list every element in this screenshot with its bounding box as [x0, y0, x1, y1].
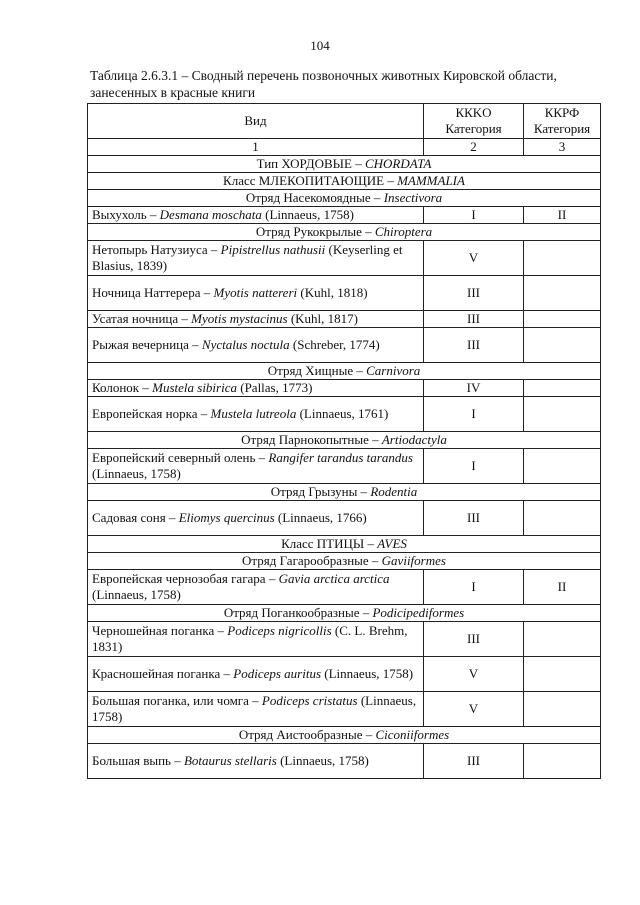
- species-name-latin: Mustela sibirica: [152, 380, 237, 395]
- species-name-ru: Садовая соня –: [92, 510, 179, 525]
- kkko-category-cell: I: [424, 207, 524, 224]
- kkrf-category-cell: [524, 241, 601, 276]
- taxon-group-row: [88, 432, 601, 449]
- species-name-cell: [88, 241, 424, 276]
- taxon-group-row: [88, 553, 601, 570]
- kkko-category-cell: I: [424, 397, 524, 432]
- species-author: (Keyserling et Blasius, 1839): [92, 242, 403, 273]
- taxon-group-label: [88, 156, 601, 173]
- species-row: [88, 570, 601, 605]
- table-body: [88, 156, 601, 779]
- species-table: [87, 103, 601, 779]
- header-kkko-category: ККKО Категория: [424, 104, 524, 139]
- species-name-latin: Myotis nattereri: [213, 285, 298, 300]
- taxon-group-latin: Ciconiiformes: [375, 727, 450, 742]
- species-row: [88, 380, 601, 397]
- species-row: [88, 501, 601, 536]
- kkrf-category-cell: [524, 276, 601, 311]
- species-name-ru: Европейская норка –: [92, 406, 211, 421]
- taxon-group-ru: Отряд Парнокопытные –: [241, 432, 382, 447]
- species-author: (Kuhl, 1818): [297, 285, 368, 300]
- taxon-group-label: [88, 484, 601, 501]
- taxon-group-label: [88, 432, 601, 449]
- species-name-cell: [88, 328, 424, 363]
- species-row: [88, 241, 601, 276]
- kkko-category-cell: V: [424, 657, 524, 692]
- kkrf-category-cell: II: [524, 207, 601, 224]
- taxon-group-latin: AVES: [377, 536, 407, 551]
- kkko-category-cell: III: [424, 744, 524, 779]
- species-name-ru: Колонок –: [92, 380, 153, 395]
- species-name-ru: Выхухоль –: [92, 207, 160, 222]
- species-name-latin: Gavia arctica arctica: [278, 571, 390, 586]
- kkrf-category-cell: [524, 692, 601, 727]
- species-row: [88, 397, 601, 432]
- taxon-group-ru: Отряд Рукокрылые –: [255, 224, 375, 239]
- kkrf-category-cell: [524, 744, 601, 779]
- column-number: 1: [88, 139, 424, 156]
- taxon-group-ru: Отряд Насекомоядные –: [245, 190, 384, 205]
- species-name-latin: Podiceps nigricollis: [227, 623, 332, 638]
- column-number: 2: [424, 139, 524, 156]
- species-name-latin: Myotis mystacinus: [191, 311, 288, 326]
- species-name-cell: [88, 276, 424, 311]
- species-author: (Schreber, 1774): [289, 337, 380, 352]
- taxon-group-latin: Podicipediformes: [372, 605, 465, 620]
- taxon-group-row: [88, 173, 601, 190]
- kkrf-category-cell: [524, 380, 601, 397]
- species-author: (Linnaeus, 1758): [92, 466, 181, 481]
- taxon-group-row: [88, 536, 601, 553]
- species-name-latin: Pipistrellus nathusii: [220, 242, 326, 257]
- kkko-category-cell: V: [424, 692, 524, 727]
- species-author: (Linnaeus, 1761): [296, 406, 389, 421]
- species-row: [88, 622, 601, 657]
- species-name-cell: [88, 501, 424, 536]
- species-row: [88, 449, 601, 484]
- species-name-latin: Desmana moschata: [159, 207, 262, 222]
- taxon-group-ru: Отряд Гагарообразные –: [242, 553, 382, 568]
- species-row: [88, 692, 601, 727]
- kkko-category-cell: III: [424, 276, 524, 311]
- taxon-group-latin: MAMMALIA: [397, 173, 465, 188]
- species-name-latin: Podiceps auritus: [233, 666, 322, 681]
- kkrf-category-cell: II: [524, 570, 601, 605]
- table-caption: Таблица 2.6.3.1 – Сводный перечень позвоночных животных Кировской области, занесенных в красные книги: [90, 68, 557, 100]
- taxon-group-label: [88, 605, 601, 622]
- taxon-group-latin: Chiroptera: [374, 224, 433, 239]
- species-author: (Kuhl, 1817): [287, 311, 358, 326]
- page-number: 104: [310, 38, 330, 53]
- taxon-group-ru: Тип ХОРДОВЫЕ –: [256, 156, 365, 171]
- kkrf-category-cell: [524, 328, 601, 363]
- kkko-category-cell: III: [424, 501, 524, 536]
- kkko-category-cell: I: [424, 449, 524, 484]
- taxon-group-label: [88, 173, 601, 190]
- taxon-group-ru: Отряд Поганкообразные –: [223, 605, 373, 620]
- kkko-category-cell: V: [424, 241, 524, 276]
- species-name-cell: [88, 622, 424, 657]
- species-row: [88, 207, 601, 224]
- species-row: [88, 657, 601, 692]
- taxon-group-row: [88, 484, 601, 501]
- kkrf-category-cell: [524, 397, 601, 432]
- species-name-cell: [88, 380, 424, 397]
- kkrf-category-cell: [524, 311, 601, 328]
- taxon-group-latin: Rodentia: [370, 484, 418, 499]
- taxon-group-latin: Artiodactyla: [381, 432, 447, 447]
- species-row: [88, 311, 601, 328]
- taxon-group-row: [88, 727, 601, 744]
- species-name-cell: [88, 692, 424, 727]
- species-name-ru: Ночница Наттерера –: [92, 285, 214, 300]
- species-author: (Linnaeus, 1758): [92, 693, 417, 724]
- species-name-cell: [88, 397, 424, 432]
- species-name-ru: Красношейная поганка –: [92, 666, 234, 681]
- species-author: (Linnaeus, 1758): [276, 753, 369, 768]
- species-name-cell: [88, 744, 424, 779]
- taxon-group-latin: Insectivora: [383, 190, 443, 205]
- species-name-cell: [88, 570, 424, 605]
- species-name-latin: Podiceps cristatus: [261, 693, 358, 708]
- kkrf-category-cell: [524, 622, 601, 657]
- kkko-category-cell: I: [424, 570, 524, 605]
- taxon-group-ru: Класс МЛЕКОПИТАЮЩИЕ –: [223, 173, 398, 188]
- taxon-group-label: [88, 190, 601, 207]
- taxon-group-ru: Отряд Хищные –: [267, 363, 367, 378]
- species-name-ru: Черношейная поганка –: [92, 623, 228, 638]
- header-kkrf-category: ККРФ Категория: [524, 104, 601, 139]
- species-name-latin: Eliomys quercinus: [178, 510, 275, 525]
- kkrf-category-cell: [524, 501, 601, 536]
- species-name-ru: Усатая ночница –: [92, 311, 192, 326]
- column-number: 3: [524, 139, 601, 156]
- taxon-group-ru: Класс ПТИЦЫ –: [281, 536, 378, 551]
- taxon-group-row: [88, 224, 601, 241]
- species-row: [88, 276, 601, 311]
- kkko-category-cell: III: [424, 328, 524, 363]
- species-name-ru: Рыжая вечерница –: [92, 337, 202, 352]
- species-author: (C. L. Brehm, 1831): [92, 623, 408, 654]
- kkrf-category-cell: [524, 657, 601, 692]
- table-header-row: [88, 104, 601, 139]
- species-author: (Pallas, 1773): [236, 380, 313, 395]
- kkko-category-cell: III: [424, 311, 524, 328]
- taxon-group-latin: Carnivora: [366, 363, 421, 378]
- species-author: (Linnaeus, 1758): [321, 666, 414, 681]
- taxon-group-row: [88, 156, 601, 173]
- species-row: [88, 328, 601, 363]
- species-name-latin: Mustela lutreola: [210, 406, 297, 421]
- header-species: Вид: [88, 104, 424, 139]
- taxon-group-label: [88, 224, 601, 241]
- species-name-cell: [88, 449, 424, 484]
- kkrf-category-cell: [524, 449, 601, 484]
- species-name-ru: Европейский северный олень –: [92, 450, 269, 465]
- taxon-group-row: [88, 363, 601, 380]
- species-name-cell: [88, 311, 424, 328]
- species-name-cell: [88, 657, 424, 692]
- species-author: (Linnaeus, 1758): [261, 207, 354, 222]
- taxon-group-row: [88, 605, 601, 622]
- species-name-ru: Нетопырь Натузиуса –: [92, 242, 221, 257]
- species-author: (Linnaeus, 1766): [274, 510, 367, 525]
- species-author: (Linnaeus, 1758): [92, 587, 181, 602]
- species-name-ru: Европейская чернозобая гагара –: [92, 571, 279, 586]
- species-name-cell: [88, 207, 424, 224]
- species-name-latin: Botaurus stellaris: [183, 753, 277, 768]
- taxon-group-label: [88, 363, 601, 380]
- taxon-group-ru: Отряд Аистообразные –: [238, 727, 376, 742]
- species-name-latin: Rangifer tarandus tarandus: [268, 450, 413, 465]
- column-number-row: [88, 139, 601, 156]
- species-name-latin: Nyctalus noctula: [201, 337, 290, 352]
- taxon-group-label: [88, 727, 601, 744]
- taxon-group-latin: Gaviiformes: [381, 553, 446, 568]
- taxon-group-latin: CHORDATA: [364, 156, 432, 171]
- taxon-group-row: [88, 190, 601, 207]
- species-row: [88, 744, 601, 779]
- kkko-category-cell: IV: [424, 380, 524, 397]
- taxon-group-label: [88, 536, 601, 553]
- kkko-category-cell: III: [424, 622, 524, 657]
- species-name-ru: Большая выпь –: [92, 753, 184, 768]
- species-name-ru: Большая поганка, или чомга –: [92, 693, 262, 708]
- taxon-group-ru: Отряд Грызуны –: [270, 484, 371, 499]
- taxon-group-label: [88, 553, 601, 570]
